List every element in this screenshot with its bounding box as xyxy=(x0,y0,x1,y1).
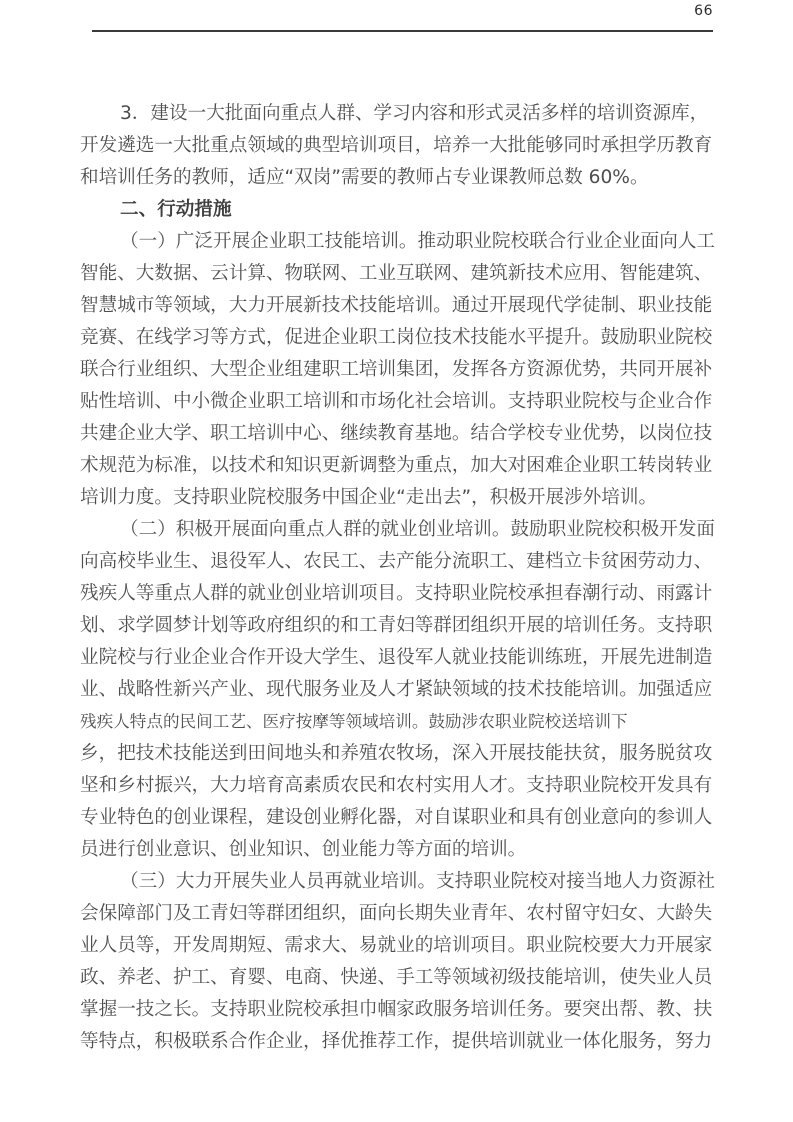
text-line: 等特点，积极联系合作企业，择优推荐工作，提供培训就业一体化服务，努力 xyxy=(80,1031,713,1052)
text-line: （一）广泛开展企业职工技能培训。推动职业院校联合行业企业面向人工 xyxy=(120,231,716,252)
text-line: 坚和乡村振兴，大力培育高素质农民和农村实用人才。支持职业院校开发具有 xyxy=(80,775,713,796)
text-line: 术规范为标准，以技术和知识更新调整为重点，加大对困难企业职工转岗转业 xyxy=(80,455,713,476)
text-line: 政、养老、护工、育婴、电商、快递、手工等领域初级技能培训，使失业人员 xyxy=(80,967,713,988)
header-rule xyxy=(92,30,713,32)
text-line: 共建企业大学、职工培训中心、继续教育基地。结合学校专业优势，以岗位技 xyxy=(80,423,713,444)
text-line: 乡，把技术技能送到田间地头和养殖农牧场，深入开展技能扶贫，服务脱贫攻 xyxy=(80,743,713,764)
text-line: 业院校与行业企业合作开设大学生、退役军人就业技能训练班，开展先进制造 xyxy=(80,647,713,668)
text-line: 和培训任务的教师，适应“双岗”需要的教师占专业课教师总数 60%。 xyxy=(80,167,649,188)
text-line: 员进行创业意识、创业知识、创业能力等方面的培训。 xyxy=(80,839,527,860)
text-line: 竞赛、在线学习等方式，促进企业职工岗位技术技能水平提升。鼓励职业院校 xyxy=(80,327,713,348)
text-line: 智慧城市等领域，大力开展新技术技能培训。通过开展现代学徒制、职业技能 xyxy=(80,295,713,316)
document-body xyxy=(80,98,714,1058)
text-line: 3．建设一大批面向重点人群、学习内容和形式灵活多样的培训资源库， xyxy=(120,103,709,124)
text-line: 向高校毕业生、退役军人、农民工、去产能分流职工、建档立卡贫困劳动力、 xyxy=(80,551,713,572)
text-line: 掌握一技之长。支持职业院校承担巾帼家政服务培训任务。要突出帮、教、扶 xyxy=(80,999,713,1020)
text-line: 智能、大数据、云计算、物联网、工业互联网、建筑新技术应用、智能建筑、 xyxy=(80,263,713,284)
page-number: 66 xyxy=(694,3,713,19)
text-line: 二、行动措施 xyxy=(120,199,232,220)
text-line: 会保障部门及工青妇等群团组织，面向长期失业青年、农村留守妇女、大龄失 xyxy=(80,903,713,924)
text-line: 开发遴选一大批重点领域的典型培训项目，培养一大批能够同时承担学历教育 xyxy=(80,135,713,156)
text-line: 业、战略性新兴产业、现代服务业及人才紧缺领域的技术技能培训。加强适应 xyxy=(80,679,713,700)
text-line: 联合行业组织、大型企业组建职工培训集团，发挥各方资源优势，共同开展补 xyxy=(80,359,713,380)
text-line: （三）大力开展失业人员再就业培训。支持职业院校对接当地人力资源社 xyxy=(120,871,716,892)
text-line: 贴性培训、中小微企业职工培训和市场化社会培训。支持职业院校与企业合作 xyxy=(80,391,713,412)
text-line: 残疾人特点的民间工艺、医疗按摩等领域培训。鼓励涉农职业院校送培训下 xyxy=(80,712,628,731)
text-line: 划、求学圆梦计划等政府组织的和工青妇等群团组织开展的培训任务。支持职 xyxy=(80,615,713,636)
text-line: 业人员等，开发周期短、需求大、易就业的培训项目。职业院校要大力开展家 xyxy=(80,935,713,956)
text-line: 培训力度。支持职业院校服务中国企业“走出去”，积极开展涉外培训。 xyxy=(80,487,658,508)
text-line: 残疾人等重点人群的就业创业培训项目。支持职业院校承担春潮行动、雨露计 xyxy=(80,583,713,604)
text-line: （二）积极开展面向重点人群的就业创业培训。鼓励职业院校积极开发面 xyxy=(120,519,716,540)
text-line: 专业特色的创业课程，建设创业孵化器，对自谋职业和具有创业意向的参训人 xyxy=(80,807,713,828)
